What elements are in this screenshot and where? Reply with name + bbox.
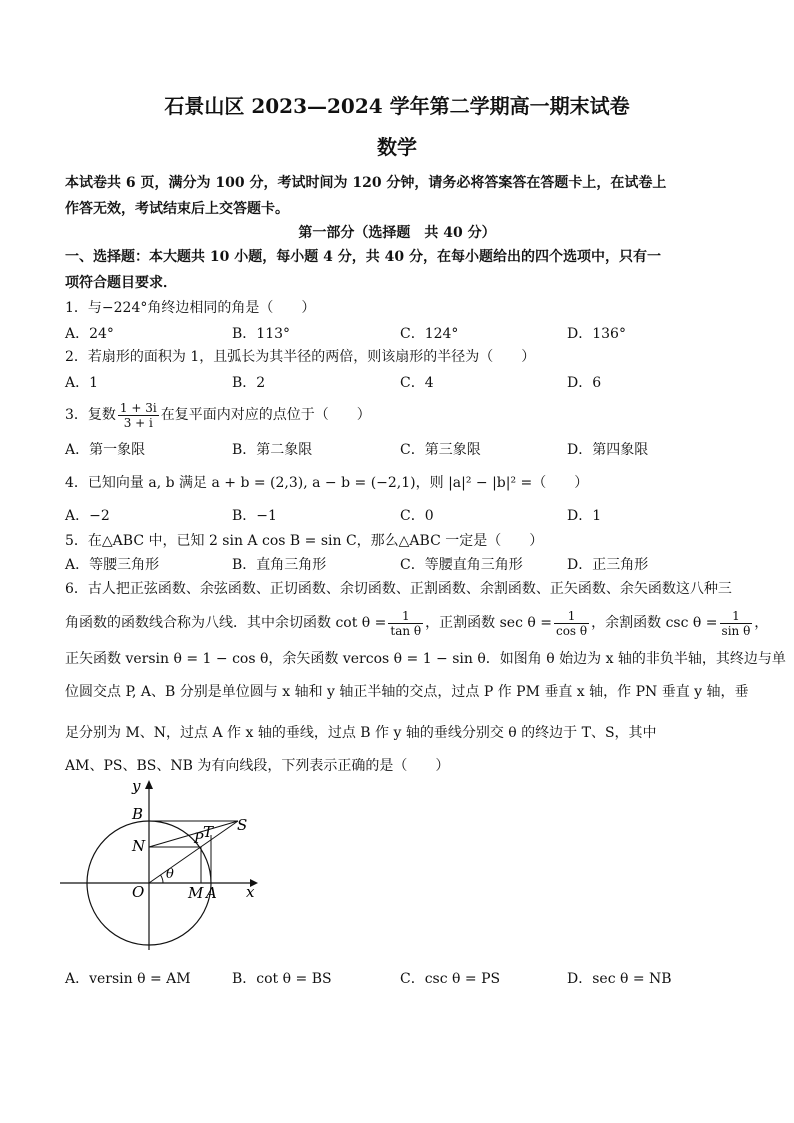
q6-line-1: 6．古人把正弦函数、余弦函数、正切函数、余切函数、正割函数、余割函数、正矢函数、余矢函数这八种三: [65, 581, 732, 597]
q4-option-c[interactable]: C．0: [400, 508, 434, 524]
q1-option-c[interactable]: C．124°: [400, 326, 459, 342]
label-p: P: [194, 831, 204, 847]
label-m: M: [188, 884, 204, 902]
q1-stem: 1．与−224°角终边相同的角是（ ）: [65, 300, 316, 316]
y-axis-arrow-icon: [145, 780, 153, 789]
q3-numerator: 1 + 3i: [119, 400, 157, 415]
part1-instr-1: 一、选择题：本大题共 10 小题，每小题 4 分，共 40 分，在每小题给出的四个选项中，只有一: [65, 249, 661, 265]
q4-stem: 4．已知向量 a, b 满足 a + b = (2,3), a − b = (−2,1)，则 |a|² − |b|² =（ ）: [65, 475, 589, 491]
notice-line-2: 作答无效，考试结束后上交答题卡。: [65, 201, 289, 217]
theta-arc: [161, 875, 164, 883]
q6-line-6: AM、PS、BS、NB 为有向线段，下列表示正确的是（ ）: [65, 758, 450, 774]
q6-cot-num: 1: [388, 609, 423, 624]
q3-denominator: 3 + i: [123, 415, 153, 430]
q2-option-a[interactable]: A．1: [65, 375, 99, 391]
q2-stem: 2．若扇形的面积为 1，且弧长为其半径的两倍，则该扇形的半径为（ ）: [65, 349, 536, 365]
q5-option-d[interactable]: D．正三角形: [567, 557, 649, 573]
q5-option-c[interactable]: C．等腰直角三角形: [400, 557, 523, 573]
label-n: N: [132, 837, 146, 855]
q1-option-a[interactable]: A．24°: [65, 326, 114, 342]
q5-stem: 5．在△ABC 中，已知 2 sin A cos B = sin C，那么△ABC 一定是（ ）: [65, 533, 544, 549]
part1-instr-2: 项符合题目要求．: [65, 275, 177, 291]
q6-line-2: [65, 605, 768, 641]
label-y: y: [132, 777, 141, 795]
q6-csc-def: ，余割函数 csc θ =: [591, 615, 718, 631]
q1-option-d[interactable]: D．136°: [567, 326, 626, 342]
unit-circle-figure: [60, 775, 270, 955]
q6-option-a[interactable]: A．versin θ = AM: [65, 971, 191, 987]
q2-option-c[interactable]: C．4: [400, 375, 434, 391]
q5-option-a[interactable]: A．等腰三角形: [65, 557, 160, 573]
exam-title: 石景山区 2023—2024 学年第二学期高一期末试卷: [164, 94, 630, 118]
q6-cot-fraction: [388, 609, 423, 638]
label-t: T: [203, 823, 214, 841]
q6-line-5: 足分别为 M、N，过点 A 作 x 轴的垂线，过点 B 作 y 轴的垂线分别交 θ 的终边于 T、S，其中: [65, 725, 657, 741]
label-theta: θ: [166, 867, 174, 882]
exam-subject: 数学: [377, 135, 417, 159]
q6-line-4: 位圆交点 P, A、B 分别是单位圆与 x 轴和 y 轴正半轴的交点，过点 P 作 PM 垂直 x 轴，作 PN 垂直 y 轴，垂: [65, 684, 749, 700]
q6-csc-num: 1: [720, 609, 753, 624]
q3-pre: 3．复数: [65, 407, 116, 423]
q3-option-c[interactable]: C．第三象限: [400, 442, 481, 458]
q6-sec-def: ，正割函数 sec θ =: [425, 615, 552, 631]
part1-heading: 第一部分（选择题 共 40 分）: [298, 225, 496, 241]
label-a: A: [206, 884, 217, 902]
notice-line-1: 本试卷共 6 页，满分为 100 分，考试时间为 120 分钟，请务必将答案答在答题卡上，在试卷上: [65, 175, 667, 191]
q6-line-2-end: ，: [754, 615, 769, 631]
q4-option-b[interactable]: B．−1: [232, 508, 277, 524]
q6-line-3: 正矢函数 versin θ = 1 − cos θ，余矢函数 vercos θ = 1 − sin θ．如图角 θ 始边为 x 轴的非负半轴，其终边与单: [65, 651, 786, 667]
q4-option-d[interactable]: D．1: [567, 508, 602, 524]
q3-option-d[interactable]: D．第四象限: [567, 442, 649, 458]
label-s: S: [237, 816, 248, 834]
q5-option-b[interactable]: B．直角三角形: [232, 557, 327, 573]
label-x: x: [246, 883, 255, 901]
label-o: O: [132, 883, 145, 901]
q3-stem: [65, 398, 371, 432]
q6-option-b[interactable]: B．cot θ = BS: [232, 971, 332, 987]
q2-option-b[interactable]: B．2: [232, 375, 266, 391]
label-b: B: [132, 805, 144, 823]
q6-sec-fraction: [554, 609, 589, 638]
q3-post: 在复平面内对应的点位于（ ）: [160, 407, 371, 423]
q6-sec-num: 1: [554, 609, 589, 624]
q1-option-b[interactable]: B．113°: [232, 326, 291, 342]
q6-csc-den: sin θ: [721, 623, 751, 638]
q6-option-c[interactable]: C．csc θ = PS: [400, 971, 501, 987]
q3-option-b[interactable]: B．第二象限: [232, 442, 313, 458]
q4-option-a[interactable]: A．−2: [65, 508, 110, 524]
q6-sec-den: cos θ: [555, 623, 588, 638]
q6-option-d[interactable]: D．sec θ = NB: [567, 971, 672, 987]
q2-option-d[interactable]: D．6: [567, 375, 602, 391]
q3-option-a[interactable]: A．第一象限: [65, 442, 146, 458]
q6-cot-def: 角函数的函数线合称为八线．其中余切函数 cot θ =: [65, 615, 387, 631]
q6-cot-den: tan θ: [390, 623, 422, 638]
q3-fraction: [118, 401, 159, 430]
q6-csc-fraction: [720, 609, 753, 638]
